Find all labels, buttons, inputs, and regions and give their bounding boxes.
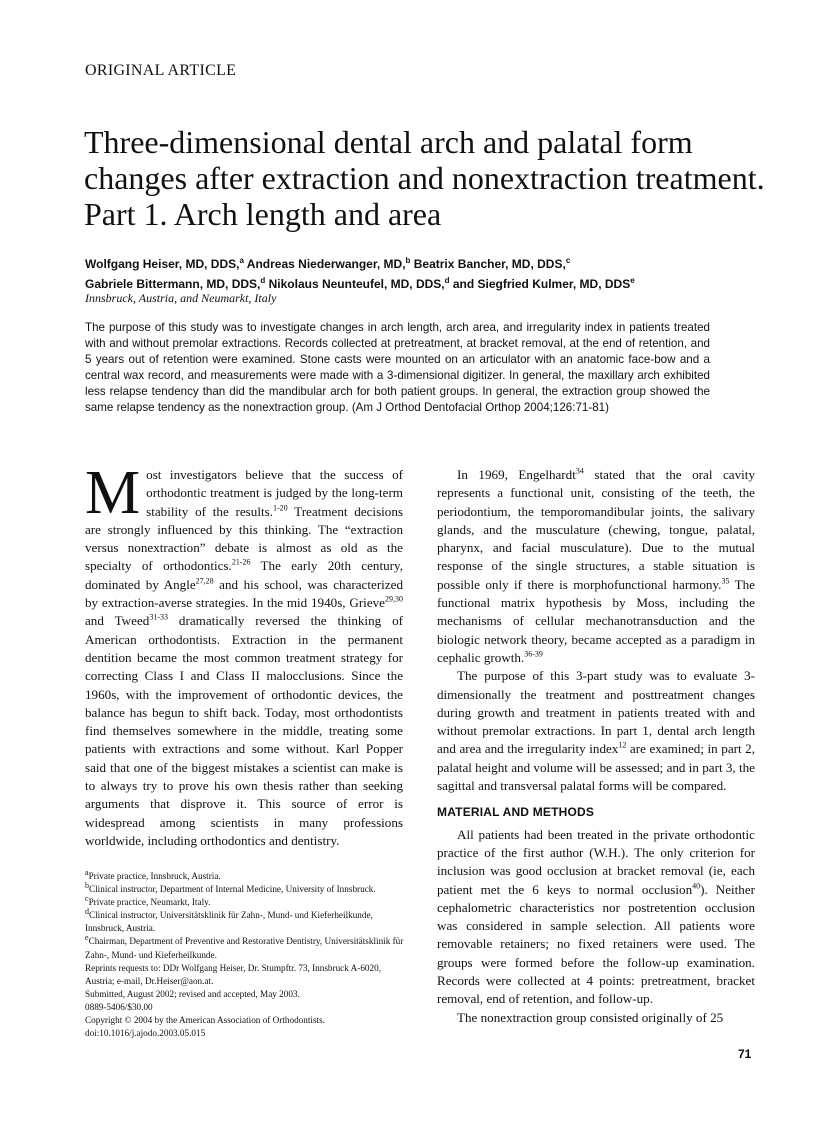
abstract: The purpose of this study was to investigate changes in arch length, arch area, and irregularity index in patients treated with and without premolar extractions. Records collected at pretreatment, at bracket removal, at the end of retention, and 5 years out of retention were examined. Stone casts were mounted on an articulator with an anatomic face-bow and a central wax record, and measurements were made with a 3-dimensional digitizer. In general, the maxillary arch exhibited less relapse tendency than did the mandibular arch for both patient groups. In general, the extraction group showed the same relapse tendency as the nonextraction group. (Am J Orthod Dentofacial Orthop 2004;126:71-81) — [85, 321, 710, 414]
footnote: $^c$Private practice, Neumarkt, Italy. — [85, 894, 211, 908]
footnote: $^e$Chairman, Department of Preventive and Restorative Dentistry, Universitätsklinik für Zahn-, Mund- und Kieferheilkunde. — [85, 933, 404, 960]
author-affiliation: Innsbruck, Austria, and Neumarkt, Italy — [85, 291, 277, 305]
intro-paragraph — [85, 459, 404, 850]
article-title: Three-dimensional dental arch and palatal form changes after extraction and nonextraction treatment. Part 1. Arch length and area — [84, 124, 765, 232]
footnote: $^d$Clinical instructor, Universitätsklinik für Zahn-, Mund- und Kieferheilkunde, Innsbruck, Austria. — [85, 907, 373, 934]
footnote: Copyright © 2004 by the American Association of Orthodontists. — [85, 1015, 325, 1026]
footnote: $^a$Private practice, Innsbruck, Austria. — [85, 867, 221, 881]
drop-cap: M — [85, 459, 141, 527]
body-paragraph: All patients had been treated in the private orthodontic practice of the first author (W.H.). The only criterion for inclusion was good occlusion at bracket removal (ie, each patient met the 6 keys to normal occlusion$^{40}$). Neither cephalometric characteristics nor postretention occlusion was considered in sample selection. All patients wore removable retainers; no fixed retainers were used. The groups were formed before the follow-up examination. Records were collected at 4 points: pretreatment, bracket removal, end of retention, and follow-up. — [437, 826, 755, 1007]
section-heading: MATERIAL AND METHODS — [437, 805, 595, 820]
left-column — [85, 459, 404, 850]
footnote: Submitted, August 2002; revised and accepted, May 2003. — [85, 988, 300, 999]
intro-text: ost investigators believe that the success of orthodontic treatment is judged by the long-term stability of the results.$^{1-20}$ Treatment decisions are strongly influenced by this thinking. The “extraction versus nonextraction” debate is almost as old as the specialty of orthodontics.$^{21-26}$ The early 20th century, dominated by Angle$^{27,28}$ and his school, was characterized by extraction-averse strategies. In the mid 1940s, Grieve$^{29,30}$ and Tweed$^{31-33}$ dramatically reversed the thinking of American orthodontists. Extraction in the permanent dentition became the most common treatment strategy for correcting Class I and Class II malocclusions. Since the 1960s, with the improvement of orthodontic devices, the balance has begun to shift back. Today, most orthodontists find themselves somewhere in the middle, treating some patients with extractions and some without. Karl Popper said that one of the biggest mistakes a scientist can make is to always try to prove his own thesis rather than seeking arguments that disprove it. This source of error is widespread among scientists in many professions worldwide, including orthodontics and dentistry. — [85, 467, 404, 848]
footnote: Reprints requests to: DDr Wolfgang Heiser, Dr. Stumpftr. 73, Innsbruck A-6020, Austria; e-mail, Dr.Heiser@aon.at. — [85, 962, 382, 986]
body-paragraph: The purpose of this 3-part study was to evaluate 3-dimensionally the treatment and posttreatment changes during growth and treatment in patients treated with and without premolar extractions. In part 1, dental arch length and area and the irregularity index$^{12}$ are examined; in part 2, palatal height and volume will be assessed; and in part 3, the sagittal and transversal palatal forms will be compared. — [437, 668, 755, 794]
body-paragraph: The nonextraction group consisted originally of 25 — [457, 1009, 724, 1025]
page-number: 71 — [738, 1047, 752, 1061]
footnote: $^b$Clinical instructor, Department of Internal Medicine, University of Innsbruck. — [85, 881, 376, 895]
section-label: ORIGINAL ARTICLE — [85, 62, 237, 79]
footnote: 0889-5406/$30.00 — [85, 1001, 153, 1012]
body-paragraph: In 1969, Engelhardt$^{34}$ stated that the oral cavity represents a functional unit, consisting of the teeth, the periodontium, the temporomandibular joints, the salivary glands, and the musculature (chewing, tongue, palatal, pharynx, and facial musculature). Due to the mutual response of the single structures, a stable situation is possible only if there is morphofunctional harmony.$^{35}$ The functional matrix hypothesis by Moss, including the mechanisms of cellular mechanotransduction and the biologic network theory, became accepted as a paradigm in cephalic growth.$^{36-39}$ — [437, 466, 755, 665]
footnotes — [85, 867, 405, 1040]
footnote: doi:10.1016/j.ajodo.2003.05.015 — [85, 1028, 206, 1039]
right-column — [437, 466, 755, 1027]
author-list: Wolfgang Heiser, MD, DDS,$^a$ Andreas Niederwanger, MD,$^b$ Beatrix Bancher, MD, DDS,$^c$ Gabriele Bittermann, MD, DDS,$^d$ Nikolaus Neunteufel, MD, DDS,$^d$ and Siegfried Kulmer, MD, DDS$^e$ — [85, 256, 635, 291]
